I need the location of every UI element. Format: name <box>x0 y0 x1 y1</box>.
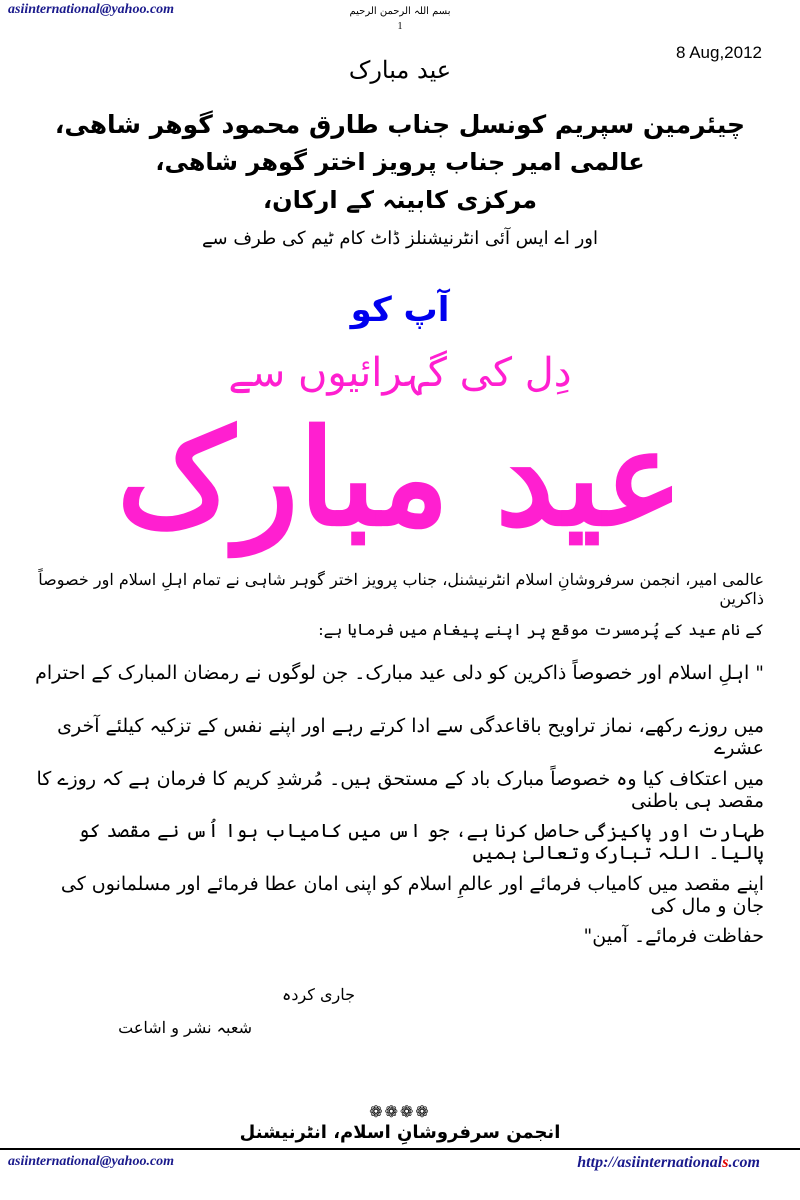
intro-line-1: عالمی امیر، انجمن سرفروشانِ اسلام انٹرنیشنل، جناب پرویز اختر گوہر شاہی نے تمام اہلِ اسلام اور خصوصاً ذاکرین <box>38 570 764 608</box>
intro-line-2: کے نام عید کے پُرمسرت موقع پر اپنے پیغام میں فرمایا ہے: <box>318 620 764 639</box>
bismillah: بسم اللہ الرحمن الرحیم <box>349 6 451 17</box>
department: شعبہ نشر و اشاعت <box>118 1018 252 1037</box>
date: 8 Aug,2012 <box>675 43 762 62</box>
organization-name: انجمن سرفروشانِ اسلام، انٹرنیشنل <box>239 1122 561 1143</box>
greeting-line-2: عالمی امیر جناب پرویز اختر گوھر شاھی، <box>155 148 645 176</box>
page-title: عید مبارک <box>348 56 452 84</box>
message-line-3: میں اعتکاف کیا وہ خصوصاً مبارک باد کے مستحق ہیں۔ مُرشدِ کریم کا فرمان ہے کہ روزے کا مقصد ہی باطنی <box>36 768 764 812</box>
greeting-line-3: مرکزی کابینہ کے ارکان، <box>262 186 537 214</box>
greeting-line-4: اور اے ایس آئی انٹرنیشنلز ڈاٹ کام ٹیم کی طرف سے <box>201 228 599 249</box>
message-line-2: میں روزے رکھے، نماز تراویح باقاعدگی سے ادا کرتے رہے اور اپنے نفس کے تزکیہ کیلئے آخری عشرے <box>57 715 764 759</box>
header-email[interactable]: asiinternational@yahoo.com <box>8 2 175 17</box>
greeting-line-1: چیئرمین سپریم کونسل جناب طارق محمود گوھر شاھی، <box>54 110 746 139</box>
url-prefix: http://asiinternational <box>577 1154 723 1171</box>
message-line-4: طہارت اور پاکیزگی حاصل کرنا ہے، جو اس میں کامیاب ہوا اُس نے مقصد کو پالیا۔ اللہ تبارک وتعالیٰ ہمیں <box>78 820 764 864</box>
url-suffix: .com <box>728 1154 760 1171</box>
eid-mubarak-heading: عید مبارک <box>116 401 684 556</box>
issued-by: جاری کردہ <box>281 985 355 1004</box>
footer-email[interactable]: asiinternational@yahoo.com <box>8 1154 175 1169</box>
page-number: 1 <box>397 21 403 32</box>
message-line-6: حفاظت فرمائے۔ آمین" <box>583 925 764 947</box>
decorative-stars-icon: ❁❁❁❁ <box>369 1102 431 1121</box>
to-you-heading: آپ کو <box>350 290 450 330</box>
url-red-letter: s <box>722 1154 729 1171</box>
message-line-5: اپنے مقصد میں کامیاب فرمائے اور عالمِ اسلام کو اپنی امان عطا فرمائے اور مسلمانوں کی جان و مال کی <box>60 873 764 917</box>
footer-url[interactable] <box>577 1154 760 1172</box>
message-line-1: " اہلِ اسلام اور خصوصاً ذاکرین کو دلی عید مبارک۔ جن لوگوں نے رمضان المبارک کے احترام <box>35 662 764 684</box>
footer-divider <box>0 1148 800 1150</box>
from-heart-heading: دِل کی گہرائیوں سے <box>228 350 572 396</box>
